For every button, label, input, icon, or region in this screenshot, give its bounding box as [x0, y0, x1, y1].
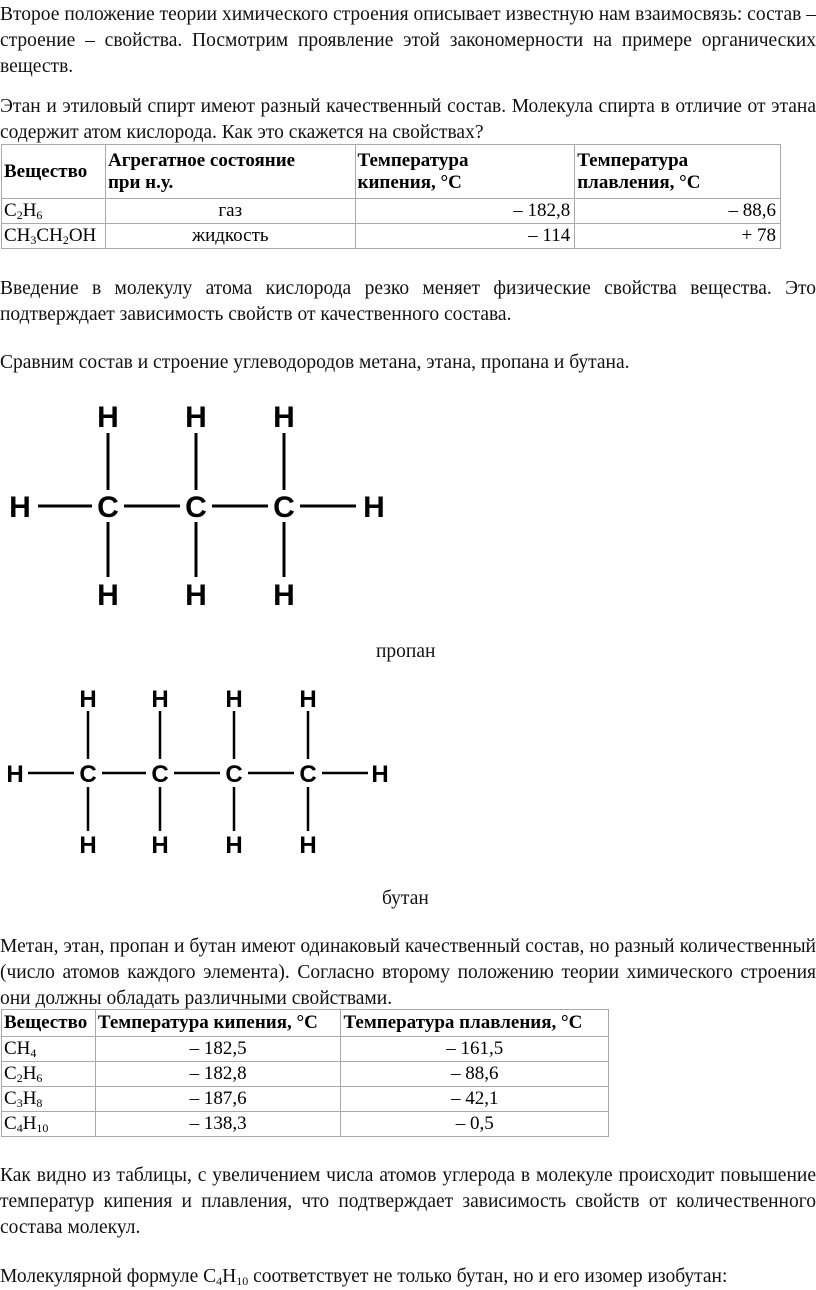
- hydrogen-atom: H: [225, 832, 243, 859]
- hydrogen-atom: H: [79, 832, 97, 859]
- butane-structure-diagram: [0, 685, 400, 860]
- hydrogen-atom: H: [97, 401, 119, 434]
- formula-cell: $CH_3CH_2OH$: [2, 224, 106, 249]
- compare-paragraph: Сравним состав и строение углеводородов метана, этана, пропана и бутана.: [0, 352, 630, 373]
- table-row: [2, 1037, 609, 1062]
- header-substance: Вещество: [2, 145, 106, 199]
- hydrogen-atom: H: [299, 832, 317, 859]
- boiling-cell: – 114: [355, 224, 575, 249]
- melting-cell: – 88,6: [341, 1062, 609, 1087]
- hydrogen-atom: H: [9, 491, 31, 524]
- hydrogen-atom: H: [299, 686, 317, 713]
- ethane-ethanol-paragraph: Этан и этиловый спирт имеют разный качественный состав. Молекула спирта в отличие от этана содержит атом кислорода. Как это скажется на свойствах?: [0, 96, 816, 143]
- state-cell: жидкость: [105, 224, 355, 249]
- formula-cell: $C_4H_{10}$: [2, 1112, 96, 1137]
- boiling-cell: – 182,8: [95, 1062, 341, 1087]
- melting-cell: + 78: [575, 224, 781, 249]
- melting-cell: – 0,5: [341, 1112, 609, 1137]
- melting-cell: – 88,6: [575, 199, 781, 224]
- formula-cell: $C_2H_6$: [2, 199, 106, 224]
- table-header-row: [2, 145, 781, 199]
- boiling-cell: – 182,8: [355, 199, 575, 224]
- alkanes-paragraph: Метан, этан, пропан и бутан имеют одинаковый качественный состав, но разный количественный (число атомов каждого элемента). Согласно второму положению теории химического строения они должны обладать различными свойствами.: [0, 936, 816, 1009]
- table-row: [2, 224, 781, 249]
- header-melting: Температура плавления, °С: [575, 145, 781, 199]
- boiling-cell: – 138,3: [95, 1112, 341, 1137]
- melting-cell: – 42,1: [341, 1087, 609, 1112]
- boiling-cell: – 187,6: [95, 1087, 341, 1112]
- isobutane-paragraph: Молекулярной формуле $C_4H_{10}$ соответствует не только бутан, но и его изомер изобутан:: [0, 1266, 728, 1288]
- hydrogen-atom: H: [151, 832, 169, 859]
- hydrogen-atom: H: [151, 686, 169, 713]
- table-row: [2, 1087, 609, 1112]
- header-substance: Вещество: [2, 1010, 96, 1037]
- hydrogen-atom: H: [363, 491, 385, 524]
- table-row: [2, 1062, 609, 1087]
- carbon-atom: C: [185, 491, 207, 524]
- carbon-atom: C: [299, 761, 317, 788]
- hydrogen-atom: H: [185, 401, 207, 434]
- intro-paragraph: Второе положение теории химического строения описывает известную нам взаимосвязь: состав – строение – свойства. Посмотрим проявление этой закономерности на примере органических веществ.: [0, 4, 816, 77]
- propane-structure-diagram: [0, 395, 400, 615]
- formula-cell: $C_3H_8$: [2, 1087, 96, 1112]
- header-boiling: Температура кипения, °С: [355, 145, 575, 199]
- carbon-atom: C: [97, 491, 119, 524]
- propane-caption: пропан: [376, 641, 436, 662]
- hydrogen-atom: H: [273, 401, 295, 434]
- table-row: [2, 199, 781, 224]
- header-state: Агрегатное состояние при н.у.: [105, 145, 355, 199]
- boiling-cell: – 182,5: [95, 1037, 341, 1062]
- hydrogen-atom: H: [371, 761, 389, 788]
- alkanes-table: [1, 1009, 609, 1137]
- conclusion-paragraph: Как видно из таблицы, с увеличением числа атомов углерода в молекуле происходит повышение температур кипения и плавления, что подтверждает зависимость свойств от количественного состава молекул.: [0, 1165, 816, 1238]
- ethane-ethanol-table: [1, 144, 781, 249]
- table-header-row: [2, 1010, 609, 1037]
- oxygen-effect-paragraph: Введение в молекулу атома кислорода резко меняет физические свойства вещества. Это подтверждает зависимость свойств от качественного состава.: [0, 278, 816, 325]
- hydrogen-atom: H: [273, 579, 295, 612]
- hydrogen-atom: H: [97, 579, 119, 612]
- butane-caption: бутан: [382, 888, 429, 909]
- hydrogen-atom: H: [225, 686, 243, 713]
- header-boiling: Температура кипения, °С: [95, 1010, 341, 1037]
- carbon-atom: C: [225, 761, 243, 788]
- state-cell: газ: [105, 199, 355, 224]
- carbon-atom: C: [79, 761, 97, 788]
- melting-cell: – 161,5: [341, 1037, 609, 1062]
- formula-cell: $CH_4$: [2, 1037, 96, 1062]
- carbon-atom: C: [273, 491, 295, 524]
- hydrogen-atom: H: [6, 761, 24, 788]
- header-melting: Температура плавления, °С: [341, 1010, 609, 1037]
- table-row: [2, 1112, 609, 1137]
- hydrogen-atom: H: [79, 686, 97, 713]
- carbon-atom: C: [151, 761, 169, 788]
- hydrogen-atom: H: [185, 579, 207, 612]
- formula-cell: $C_2H_6$: [2, 1062, 96, 1087]
